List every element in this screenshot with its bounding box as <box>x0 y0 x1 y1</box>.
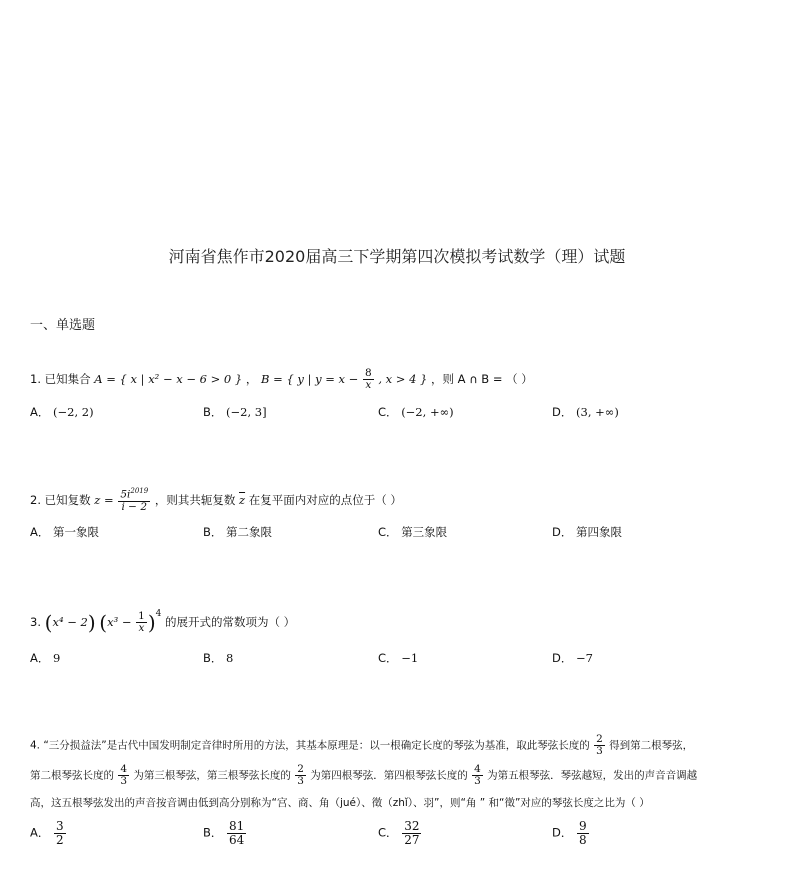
frac-den: 8 <box>579 832 587 847</box>
option-letter: C． <box>378 825 398 840</box>
q2-option-d[interactable] <box>552 524 622 540</box>
option-fraction <box>227 820 246 846</box>
option-value: (−2, +∞) <box>401 405 454 419</box>
q4-line1-b: 得到第二根琴弦， <box>609 739 694 752</box>
q3-paren-close-1: ) <box>87 610 96 635</box>
option-value: (−2, 3] <box>226 405 267 419</box>
q3-paren-open-2: ( <box>99 610 108 635</box>
q3-paren-open-1: ( <box>44 610 53 635</box>
q4-frac-2-3-b <box>295 764 306 787</box>
option-value: 8 <box>226 651 234 665</box>
option-value: (−2, 2) <box>53 405 94 419</box>
option-fraction <box>54 820 66 846</box>
frac-den: 3 <box>474 775 481 788</box>
q2-num-exp: 2019 <box>130 487 149 495</box>
q1-set-a: A = { x | x² − x − 6 > 0 } <box>94 372 243 387</box>
option-letter: B． <box>203 651 223 665</box>
q3-expr2: x³ − <box>107 615 132 629</box>
q4-line2-d: 为第五根琴弦．琴弦越短，发出的声音音调越 <box>487 769 698 782</box>
frac-num: 2 <box>596 733 603 745</box>
option-value: 9 <box>53 651 61 665</box>
q4-line1-a: 4. “三分损益法”是古代中国发明制定音律时所用的方法，其基本原理是：以一根确定长度的琴弦为基准，取此琴弦长度的 <box>30 739 590 752</box>
option-value: −7 <box>576 651 593 665</box>
option-value: 第三象限 <box>401 525 448 539</box>
option-letter: D． <box>552 651 573 665</box>
q3-option-d[interactable] <box>552 650 593 666</box>
frac-den: 3 <box>596 745 603 758</box>
option-letter: A． <box>30 405 50 419</box>
option-letter: C． <box>378 405 398 419</box>
q2-num-base: 5i <box>120 488 131 501</box>
q3-frac-num: 1 <box>138 609 145 622</box>
q4-frac-2-3 <box>594 734 605 757</box>
option-letter: B． <box>203 825 223 840</box>
q4-frac-4-3-b <box>472 764 483 787</box>
q1-option-b[interactable] <box>203 404 267 420</box>
question-4-line-3 <box>30 798 650 809</box>
q2-tail: ，则其共轭复数 <box>154 492 236 507</box>
q1-set-b-pre: B = { y | y = x − <box>261 372 359 387</box>
q2-option-b[interactable] <box>203 524 272 540</box>
q1-frac-num: 8 <box>364 367 372 379</box>
q1-frac-den: x <box>365 379 372 392</box>
question-3-stem <box>30 610 295 634</box>
option-fraction <box>577 820 589 846</box>
option-value: 第二象限 <box>226 525 273 539</box>
q2-lead: 2. 已知复数 <box>30 492 91 507</box>
option-letter: A． <box>30 525 50 539</box>
q1-tail: ，则 A ∩ B = （ ） <box>431 372 533 387</box>
q4-option-b[interactable] <box>203 820 247 846</box>
q1-option-d[interactable] <box>552 404 619 420</box>
q3-fraction <box>136 611 147 634</box>
question-4-line-1 <box>30 734 693 757</box>
q3-paren-close-2: ) <box>147 610 156 635</box>
option-letter: B． <box>203 525 223 539</box>
q4-frac-4-3-a <box>118 764 129 787</box>
question-1-stem <box>30 368 533 391</box>
frac-num: 2 <box>297 763 304 775</box>
q3-power: 4 <box>155 609 162 619</box>
q3-option-a[interactable] <box>30 650 60 666</box>
option-letter: C． <box>378 651 398 665</box>
q4-line2-b: 为第三根琴弦，第三根琴弦长度的 <box>133 769 291 782</box>
q2-zbar: $\overline{z}$ <box>239 492 246 507</box>
option-letter: B． <box>203 405 223 419</box>
q2-option-a[interactable] <box>30 524 99 540</box>
frac-num: 4 <box>120 763 128 775</box>
q4-line2-c: 为第四根琴弦．第四根琴弦长度的 <box>310 769 468 782</box>
q2-option-c[interactable] <box>378 524 447 540</box>
frac-num: 9 <box>579 819 587 833</box>
option-value: 第四象限 <box>576 525 623 539</box>
q3-option-c[interactable] <box>378 650 418 666</box>
q1-option-c[interactable] <box>378 404 454 420</box>
option-letter: A． <box>30 651 50 665</box>
q1-lead: 1. 已知集合 <box>30 372 91 387</box>
q1-sep: ， <box>245 372 258 387</box>
q1-fraction <box>363 368 374 391</box>
option-letter: D． <box>552 825 573 840</box>
option-letter: D． <box>552 525 573 539</box>
frac-den: 3 <box>297 775 304 788</box>
frac-num: 4 <box>474 763 481 775</box>
option-letter: C． <box>378 525 398 539</box>
frac-den: 64 <box>229 832 245 847</box>
frac-den: 3 <box>120 775 128 788</box>
q3-frac-den: x <box>138 622 145 634</box>
q4-option-d[interactable] <box>552 820 590 846</box>
q3-expr1: x⁴ − 2 <box>52 615 88 629</box>
q4-line3: 高，这五根琴弦发出的声音按音调由低到高分别称为“宫、商、角（jué）、徵（zhǐ）、羽”，则“角 ” 和“徵”对应的琴弦长度之比为（ ） <box>30 797 650 809</box>
frac-num: 3 <box>56 819 64 833</box>
q4-option-a[interactable] <box>30 820 67 846</box>
frac-den: 27 <box>404 832 420 847</box>
question-2-stem <box>30 488 402 513</box>
q3-lead: 3. <box>30 615 41 629</box>
frac-den: 2 <box>56 832 64 847</box>
q2-frac-num <box>118 488 150 502</box>
frac-num: 81 <box>229 819 245 833</box>
q3-tail: 的展开式的常数项为（ ） <box>165 615 296 629</box>
question-4-line-2 <box>30 764 697 787</box>
frac-num: 32 <box>404 819 420 833</box>
q4-option-c[interactable] <box>378 820 422 846</box>
option-value: 第一象限 <box>53 525 100 539</box>
q1-option-a[interactable] <box>30 404 94 420</box>
q2-frac-den: i − 2 <box>121 500 147 513</box>
option-letter: A． <box>30 825 50 840</box>
option-value: (3, +∞) <box>576 405 619 419</box>
option-fraction <box>402 820 421 846</box>
q2-z-eq: z = <box>94 492 114 507</box>
page-title: 河南省焦作市2020届高三下学期第四次模拟考试数学（理）试题 <box>168 247 626 266</box>
q2-fraction <box>118 488 150 513</box>
option-letter: D． <box>552 405 573 419</box>
option-value: −1 <box>401 651 419 665</box>
q3-option-b[interactable] <box>203 650 233 666</box>
section-heading: 一、单选题 <box>30 318 96 333</box>
q1-set-b-post: , x > 4 } <box>378 372 428 387</box>
q2-tail2: 在复平面内对应的点位于（ ） <box>248 492 402 507</box>
q4-line2-a: 第二根琴弦长度的 <box>30 769 114 782</box>
